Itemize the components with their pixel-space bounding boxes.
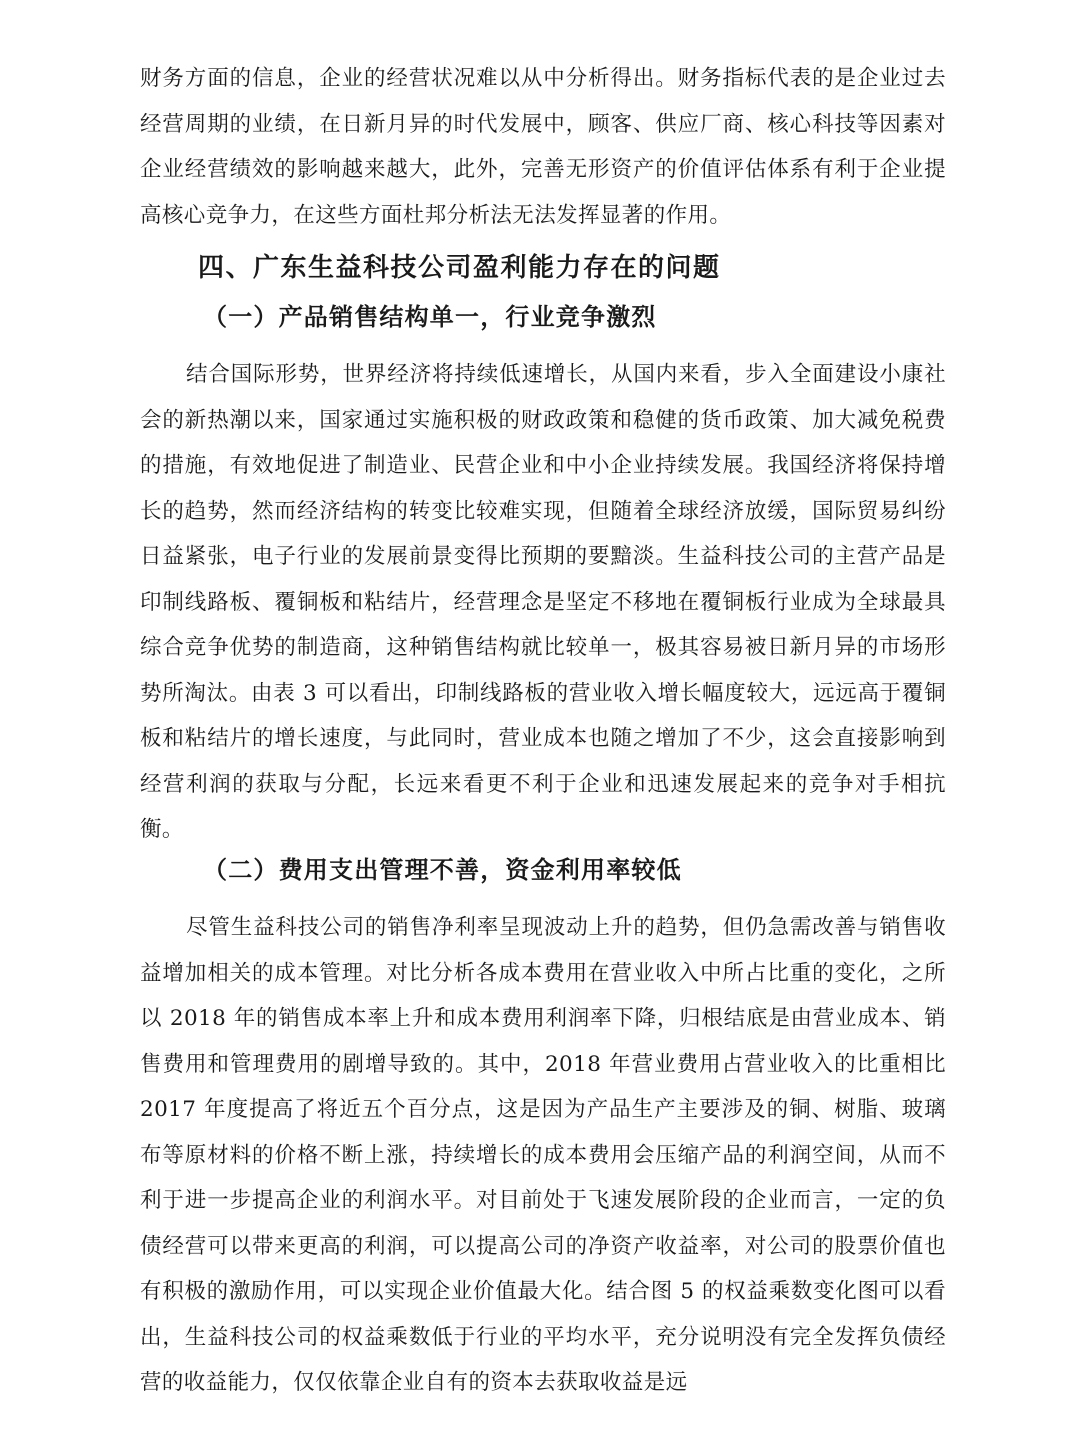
subsection-heading-1: （一）产品销售结构单一，行业竞争激烈 <box>203 302 657 331</box>
section-heading: 四、广东生益科技公司盈利能力存在的问题 <box>198 253 721 283</box>
subsection-1-paragraph: 结合国际形势，世界经济将持续低速增长，从国内来看，步入全面建设小康社会的新热潮以来，国家通过实施积极的财政政策和稳健的货币政策、加大减免税费的措施，有效地促进了制造业、民营企业和中小企业持续发展。我国经济将保持增长的趋势，然而经济结构的转变比较难实现，但随着全球经济放缓，国际贸易纠纷日益紧张，电子行业的发展前景变得比预期的要黯淡。生益科技公司的主营产品是印制线路板、覆铜板和粘结片，经营理念是坚定不移地在覆铜板行业成为全球最具综合竞争优势的制造商，这种销售结构就比较单一，极其容易被日新月异的市场形势所淘汰。由表 3 可以看出，印制线路板的营业收入增长幅度较大，远远高于覆铜板和粘结片的增长速度，与此同时，营业成本也随之增加了不少，这会直接影响到经营利润的获取与分配，长远来看更不利于企业和迅速发展起来的竞争对手相抗衡。 <box>140 362 946 842</box>
intro-paragraph: 财务方面的信息，企业的经营状况难以从中分析得出。财务指标代表的是企业过去经营周期的业绩，在日新月异的时代发展中，顾客、供应厂商、核心科技等因素对企业经营绩效的影响越来越大，此外，完善无形资产的价值评估体系有利于企业提高核心竞争力，在这些方面杜邦分析法无法发挥显著的作用。 <box>140 66 946 228</box>
subsection-2-paragraph: 尽管生益科技公司的销售净利率呈现波动上升的趋势，但仍急需改善与销售收益增加相关的成本管理。对比分析各成本费用在营业收入中所占比重的变化，之所以 2018 年的销售成本率上升和成本费用利润率下降，归根结底是由营业成本、销售费用和管理费用的剧增导致的。其中，2018 年营业费用占营业收入的比重相比 2017 年度提高了将近五个百分点，这是因为产品生产主要涉及的铜、树脂、玻璃布等原材料的价格不断上涨，持续增长的成本费用会压缩产品的利润空间，从而不利于进一步提高企业的利润水平。对目前处于飞速发展阶段的企业而言，一定的负债经营可以带来更高的利润，可以提高公司的净资产收益率，对公司的股票价值也有积极的激励作用，可以实现企业价值最大化。结合图 5 的权益乘数变化图可以看出，生益科技公司的权益乘数低于行业的平均水平，充分说明没有完全发挥负债经营的收益能力，仅仅依靠企业自有的资本去获取收益是远 <box>140 915 946 1395</box>
subsection-heading-2: （二）费用支出管理不善，资金利用率较低 <box>203 855 682 884</box>
